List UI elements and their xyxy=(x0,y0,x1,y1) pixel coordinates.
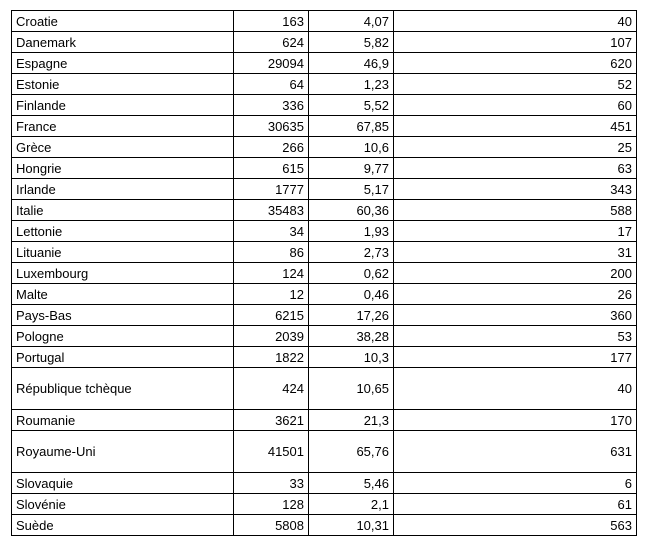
value-cell-3: 6 xyxy=(394,473,637,494)
value-cell-1: 3621 xyxy=(234,410,309,431)
country-cell: Slovaquie xyxy=(12,473,234,494)
country-cell: Lituanie xyxy=(12,242,234,263)
value-cell-3: 360 xyxy=(394,305,637,326)
country-cell: Suède xyxy=(12,515,234,536)
value-cell-1: 424 xyxy=(234,368,309,410)
value-cell-2: 2,1 xyxy=(309,494,394,515)
table-row xyxy=(12,32,637,53)
table-row xyxy=(12,179,637,200)
value-cell-1: 615 xyxy=(234,158,309,179)
country-cell: Slovénie xyxy=(12,494,234,515)
value-cell-2: 1,23 xyxy=(309,74,394,95)
value-cell-2: 2,73 xyxy=(309,242,394,263)
value-cell-2: 0,46 xyxy=(309,284,394,305)
value-cell-2: 10,6 xyxy=(309,137,394,158)
value-cell-3: 63 xyxy=(394,158,637,179)
table-row xyxy=(12,95,637,116)
table-row xyxy=(12,74,637,95)
country-cell: Espagne xyxy=(12,53,234,74)
value-cell-3: 343 xyxy=(394,179,637,200)
value-cell-2: 10,3 xyxy=(309,347,394,368)
data-table xyxy=(11,10,637,536)
value-cell-1: 163 xyxy=(234,11,309,32)
value-cell-2: 67,85 xyxy=(309,116,394,137)
country-cell: Roumanie xyxy=(12,410,234,431)
value-cell-1: 624 xyxy=(234,32,309,53)
table-row xyxy=(12,305,637,326)
value-cell-1: 29094 xyxy=(234,53,309,74)
value-cell-1: 35483 xyxy=(234,200,309,221)
country-cell: Portugal xyxy=(12,347,234,368)
table-row xyxy=(12,200,637,221)
table-row xyxy=(12,11,637,32)
value-cell-1: 336 xyxy=(234,95,309,116)
table-row xyxy=(12,137,637,158)
value-cell-3: 25 xyxy=(394,137,637,158)
value-cell-3: 40 xyxy=(394,368,637,410)
table-row xyxy=(12,326,637,347)
country-cell: Finlande xyxy=(12,95,234,116)
value-cell-2: 10,65 xyxy=(309,368,394,410)
table-row xyxy=(12,410,637,431)
value-cell-2: 46,9 xyxy=(309,53,394,74)
value-cell-3: 26 xyxy=(394,284,637,305)
value-cell-3: 563 xyxy=(394,515,637,536)
country-cell: Croatie xyxy=(12,11,234,32)
value-cell-2: 0,62 xyxy=(309,263,394,284)
value-cell-3: 107 xyxy=(394,32,637,53)
value-cell-1: 86 xyxy=(234,242,309,263)
country-cell: Italie xyxy=(12,200,234,221)
country-cell: Grèce xyxy=(12,137,234,158)
value-cell-3: 588 xyxy=(394,200,637,221)
value-cell-3: 170 xyxy=(394,410,637,431)
value-cell-1: 128 xyxy=(234,494,309,515)
value-cell-1: 12 xyxy=(234,284,309,305)
country-cell: Lettonie xyxy=(12,221,234,242)
table-row xyxy=(12,284,637,305)
value-cell-1: 5808 xyxy=(234,515,309,536)
value-cell-3: 53 xyxy=(394,326,637,347)
table-row xyxy=(12,494,637,515)
table-row xyxy=(12,347,637,368)
value-cell-2: 10,31 xyxy=(309,515,394,536)
table-row xyxy=(12,242,637,263)
table-row xyxy=(12,116,637,137)
table-row xyxy=(12,473,637,494)
value-cell-2: 38,28 xyxy=(309,326,394,347)
table-row xyxy=(12,368,637,410)
value-cell-2: 60,36 xyxy=(309,200,394,221)
country-cell: Malte xyxy=(12,284,234,305)
value-cell-3: 200 xyxy=(394,263,637,284)
value-cell-2: 5,82 xyxy=(309,32,394,53)
value-cell-2: 4,07 xyxy=(309,11,394,32)
value-cell-2: 5,46 xyxy=(309,473,394,494)
country-cell: Irlande xyxy=(12,179,234,200)
table-row xyxy=(12,431,637,473)
table-row xyxy=(12,158,637,179)
value-cell-3: 451 xyxy=(394,116,637,137)
value-cell-1: 266 xyxy=(234,137,309,158)
table-row xyxy=(12,221,637,242)
value-cell-2: 5,52 xyxy=(309,95,394,116)
value-cell-3: 177 xyxy=(394,347,637,368)
country-cell: France xyxy=(12,116,234,137)
country-cell: République tchèque xyxy=(12,368,234,410)
value-cell-3: 61 xyxy=(394,494,637,515)
country-cell: Danemark xyxy=(12,32,234,53)
table-row xyxy=(12,53,637,74)
table-row xyxy=(12,515,637,536)
value-cell-2: 65,76 xyxy=(309,431,394,473)
country-cell: Pologne xyxy=(12,326,234,347)
value-cell-3: 60 xyxy=(394,95,637,116)
country-cell: Pays-Bas xyxy=(12,305,234,326)
value-cell-1: 124 xyxy=(234,263,309,284)
value-cell-1: 6215 xyxy=(234,305,309,326)
value-cell-3: 40 xyxy=(394,11,637,32)
value-cell-2: 1,93 xyxy=(309,221,394,242)
value-cell-3: 52 xyxy=(394,74,637,95)
value-cell-3: 17 xyxy=(394,221,637,242)
value-cell-1: 30635 xyxy=(234,116,309,137)
value-cell-1: 64 xyxy=(234,74,309,95)
country-cell: Hongrie xyxy=(12,158,234,179)
value-cell-3: 31 xyxy=(394,242,637,263)
value-cell-3: 620 xyxy=(394,53,637,74)
value-cell-2: 21,3 xyxy=(309,410,394,431)
value-cell-2: 5,17 xyxy=(309,179,394,200)
value-cell-2: 9,77 xyxy=(309,158,394,179)
value-cell-2: 17,26 xyxy=(309,305,394,326)
value-cell-1: 1777 xyxy=(234,179,309,200)
country-cell: Royaume-Uni xyxy=(12,431,234,473)
value-cell-1: 2039 xyxy=(234,326,309,347)
value-cell-1: 1822 xyxy=(234,347,309,368)
table-body xyxy=(12,11,637,536)
value-cell-1: 41501 xyxy=(234,431,309,473)
country-cell: Estonie xyxy=(12,74,234,95)
value-cell-1: 34 xyxy=(234,221,309,242)
table-row xyxy=(12,263,637,284)
value-cell-1: 33 xyxy=(234,473,309,494)
value-cell-3: 631 xyxy=(394,431,637,473)
country-cell: Luxembourg xyxy=(12,263,234,284)
